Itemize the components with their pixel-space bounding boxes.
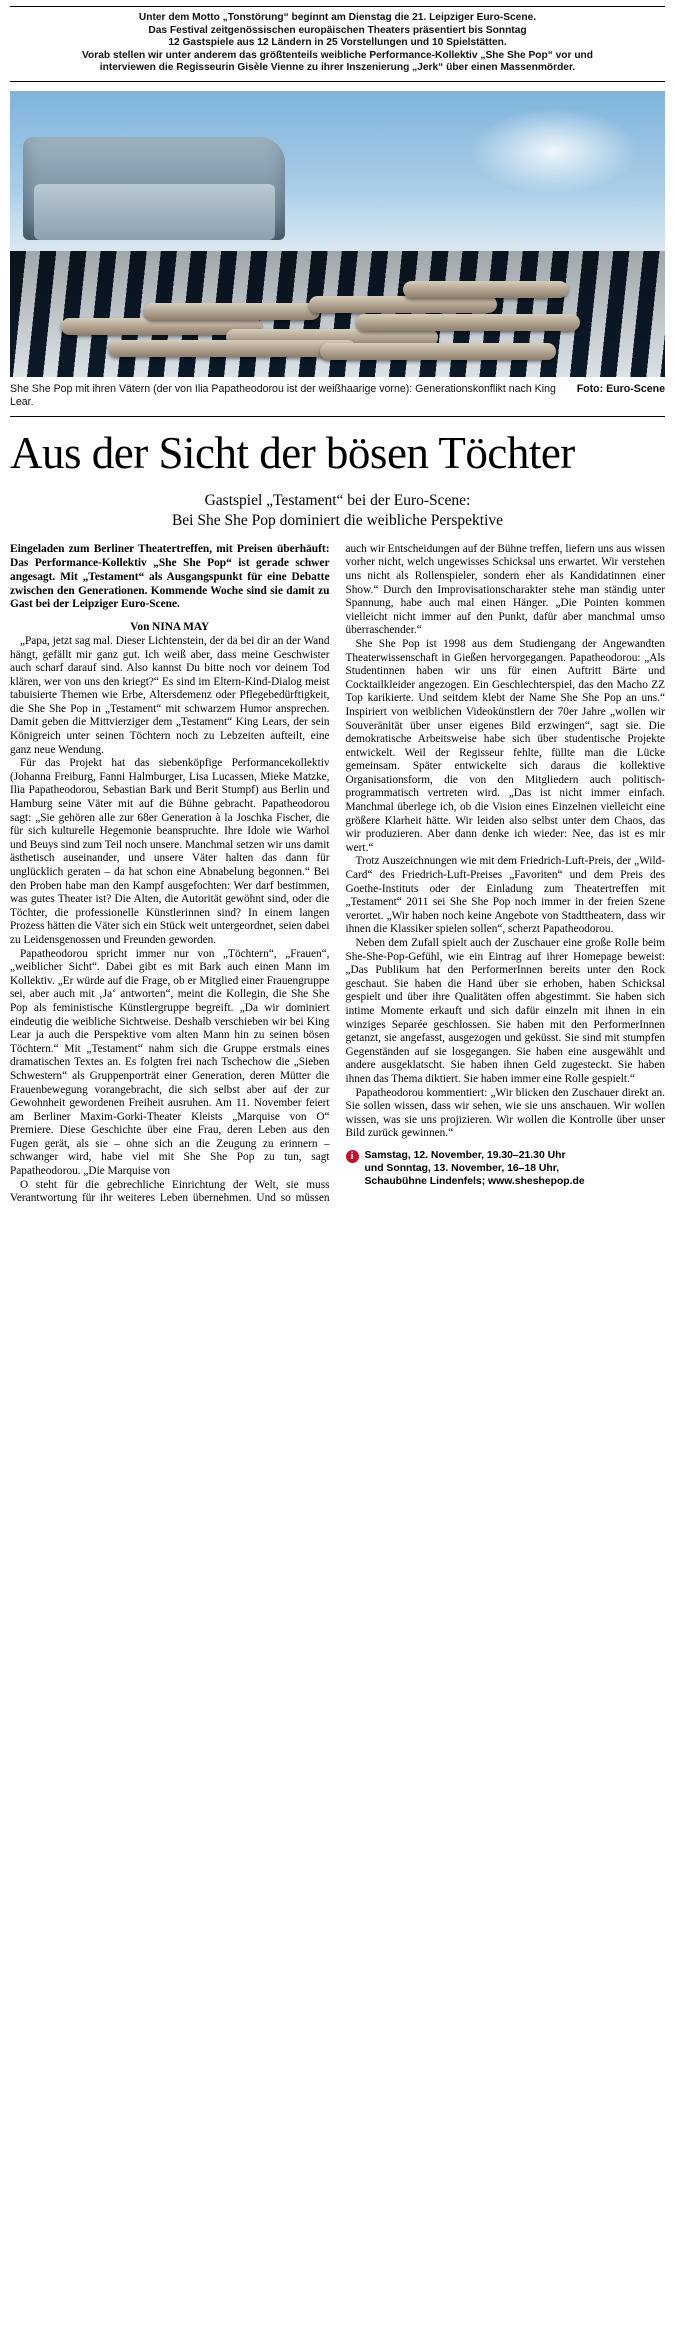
article-paragraph: „Papa, jetzt sag mal. Dieser Lichtenstein, der da bei dir an der Wand hängt, gefällt mir ganz gut. Ich weiß aber, dass meine Geschwister auch scharf darauf sind. Also kannst Du bitte noch vor deinem Tod klären, wer von uns den kriegt?“ Es sind im Eltern-Kind-Dialog meist tabuisierte Themen wie Erbe, Altersdemenz oder Pflegebedürftigkeit, die She She Pop in „Testament“ mit schwarzem Humor ansprechen. Damit geben die Mittvierziger dem „Testament“ King Lears, der sein Königreich unter seinen Töchtern noch zu Lebzeiten aufteilt, eine ganz neue Wendung.	[10, 634, 330, 756]
event-info-line-3: Schaubühne Lindenfels; www.sheshepop.de	[364, 1175, 585, 1187]
photo-caption-text: She She Pop mit ihren Vätern (der von Ilia Papatheodorou ist der weißhaarige vorne): Generationskonflikt nach King Lear.	[10, 382, 556, 409]
teaser-line-4: Vorab stellen wir unter anderem das größtenteils weibliche Performance-Kollektiv „She She Pop“ vor und	[81, 49, 593, 61]
teaser-line-5: interviewen die Regisseurin Gisèle Vienne zu ihrer Inszenierung „Jerk“ über einen Massenmörder.	[99, 62, 576, 74]
article-paragraph: Für das Projekt hat das siebenköpfige Performancekollektiv (Johanna Freiburg, Fanni Halmburger, Lisa Lucassen, Mieke Matzke, Ilia Papatheodorou, Sebastian Bark und Berit Stumpf) aus Berlin und Hamburg seine Väter mit auf die Bühne gebracht. Papatheodorou sagt: „Sie gehören alle zur 68er Generation à la Joschka Fischer, die für sich kulturelle Hegemonie beanspruchte. Ihre Idole wie Warhol und Beuys sind zum Teil noch unsere. Manchmal setzen wir uns damit ästhetisch auseinander, und unsere Väter halten das dann für unglücklich geraten – da hat schon eine Abnabelung begonnen.“ Bei den Proben habe man den Kampf ausgefochten: Wer darf bestimmen, was gutes Theater ist? Die Alten, die Autorität gewöhnt sind, oder die Töchter, die professionelle Künstlerinnen sind? In einem langen Prozess hätten die Väter sich ein Stück weit untergeordnet, seien dabei zu Leidensgenossen und Freunden geworden.	[10, 757, 330, 946]
photo-block	[10, 91, 665, 417]
teaser-line-2: Das Festival zeitgenössischen europäischen Theaters präsentiert bis Sonntag	[148, 24, 527, 36]
subheadline-line-2: Bei She She Pop dominiert die weibliche Perspektive	[171, 511, 504, 529]
article-paragraph: She She Pop ist 1998 aus dem Studiengang der Angewandten Theaterwissenschaft in Gießen hervorgegangen. Papatheodorou: „Als Studentinnen haben wir uns für einen Auftritt Bärte und Cocktailkleider angezogen. Ein Geschlechterspiel, das den Macho ZZ Top karikierte. Und seitdem klebt der Name She She Pop an uns.“ Inspiriert von weiblichen Videokünstlern der 70er Jahre „wollen wir Souveränität über unser eigenes Bild erzwingen“, sagt sie. Die demokratische Arbeitsweise habe sich über studentische Projekte entwickelt. Weil der Regisseur fehlte, füllte man die Lücke gemeinsam. Später entwickelte sich daraus die kollektive Organisationsform, die von den Mitgliedern auch politisch-programmatisch vertreten wird. „Das ist nicht immer einfach. Manchmal überlege ich, ob die Vision eines Einzelnen vielleicht eine größere Klarheit hätte. Wir leiden also selbst unter dem Chaos, das wir produzieren. Aber dann denke ich wieder: Nee, das ist es mir wert.“	[345, 637, 665, 854]
photo-performers	[49, 268, 639, 360]
photo-credit: Foto: Euro-Scene	[576, 382, 665, 395]
subheadline-line-1: Gastspiel „Testament“ bei der Euro-Scene:	[204, 491, 471, 509]
info-icon: i	[346, 1150, 359, 1163]
stage-photo	[10, 91, 665, 377]
byline: Von NINA MAY	[130, 621, 210, 634]
article-lead: Eingeladen zum Berliner Theatertreffen, mit Preisen überhäuft: Das Performance-Kollektiv „She She Pop“ ist gerade schwer angesagt. Mit „Testament“ als Ausgangspunkt für eine Debatte zwischen den Generationen. Kommende Woche sind sie damit zu Gast bei der Leipziger Euro-Scene.	[10, 542, 330, 611]
article-paragraph: Papatheodorou spricht immer nur von „Töchtern“, „Frauen“, „weiblicher Sicht“. Dabei gibt es mit Bark auch einen Mann im Kollektiv. „Er würde auf die Frage, ob er Mitglied einer Frauengruppe sei, aber auch mit ‚Ja‘ antworten“, meint die Kollegin, die She She Pop als feministische Künstlergruppe begreift. „Da wir dominiert eindeutig die weibliche Sichtweise. Deshalb verschieben wir bei King Lear ja auch die Perspektive vom alten Mann hin zu seinen bösen Töchtern.“ Mit „Testament“ nahm sich die Gruppe erstmals eines dramatischen Textes an. Es folgten frei nach Tschechow die „Sieben Schwestern“ als Gruppenporträt einer Generation, deren Mütter die Frauenbewegung vorangebracht, die sich selbst aber auf der zur Gewohnheit gewordenen Freiheit ausruhen. Am 11. November feiert am Berliner Maxim-Gorki-Theater Kleists „Marquise von O“ Premiere. Diese Geschichte über eine Frau, deren Leben aus den Fugen gerät, als sie – ohne sich an die Zeugung zu erinnern – schwanger wird, habe viel mit She She Pop zu tun, sagt Papatheodorou. „Die Marquise von	[10, 947, 330, 1178]
teaser-box	[10, 6, 665, 82]
article-paragraph: Papatheodorou kommentiert: „Wir blicken den Zuschauer direkt an. Sie sollen wissen, dass wir sehen, wie sie uns anschauen. Wir wollen wissen, was sie uns projizieren. Wir wollen die Kontrolle über unser Bild zurück gewinnen.“	[345, 1086, 665, 1140]
article-paragraph: Trotz Auszeichnungen wie mit dem Friedrich-Luft-Preis, der „Wild-Card“ des Friedrich-Luft-Preises „Favoriten“ und dem Preis des Goethe-Instituts oder der Einladung zum Theatertreffen mit „Testament“ 2011 sei She She Pop noch immer in der freien Szene verortet. „Wir haben noch keine Angebote von Stadttheatern, dass wir ihnen die Klassiker spielen sollen“, scherzt Papatheodorou.	[345, 855, 665, 936]
page-title: Aus der Sicht der bösen Töchter	[10, 427, 575, 478]
photo-caption	[10, 383, 665, 417]
event-info-box	[346, 1149, 666, 1188]
article-paragraph: Neben dem Zufall spielt auch der Zuschauer eine große Rolle beim She-She-Pop-Gefühl, wie ein Eintrag auf ihrer Homepage beweist: „Das Publikum hat den PerformerInnen bereits unter den Rock geschaut. Sie haben die Hand über sie erhoben, haben Schicksal gespielt und über ihre Qualitäten offen abgestimmt. Sie haben sich intime Momente erkauft und sich dafür einzeln mit ihnen in ein winziges Separée geschlossen. Sie haben mit den PerformerInnen getanzt, sie angefasst, ausgezogen und geküsst. Sie sind mit stumpfen Gegenständen auf sie losgegangen. Sie haben eine ausgewählt und andere ausgeklatscht. Sie haben ihnen Geld zugesteckt. Sie haben ihnen das Thema diktiert. Sie haben immer eine Rolle gespielt.“	[345, 937, 665, 1085]
photo-highlight	[469, 108, 639, 194]
event-info-line-1: Samstag, 12. November, 19.30–21.30 Uhr	[364, 1149, 566, 1161]
event-info-text	[365, 1149, 585, 1188]
article-body	[10, 543, 665, 1206]
event-info-line-2: und Sonntag, 13. November, 16–18 Uhr,	[364, 1162, 560, 1174]
teaser-line-1: Unter dem Motto „Tonstörung“ beginnt am Dienstag die 21. Leipziger Euro-Scene.	[138, 12, 537, 23]
subheadline	[10, 491, 665, 531]
teaser-line-3: 12 Gastspiele aus 12 Ländern in 25 Vorstellungen und 10 Spielstätten.	[168, 37, 507, 49]
photo-sofa	[23, 137, 285, 240]
article-paragraph: O steht für die gebrechliche Einrichtung der Welt, sie muss Verantwortung für ihr weiteres Leben übernehmen. Und so müssen auch wir Entscheidungen auf der Bühne treffen, liefern uns aus wissen vorher nicht, welch ungewisses Schicksal uns erwartet. Wir verstehen uns nicht als Rollenspieler, sondern eher als Kandidatinnen einer Show.“ Durch den Improvisationscharakter stehe man ständig unter Spannung, habe auch mal einen Hänger. „Die Pointen kommen vielleicht nicht immer auf den Punkt, dafür aber manchmal umso überraschender.“	[10, 542, 665, 1205]
